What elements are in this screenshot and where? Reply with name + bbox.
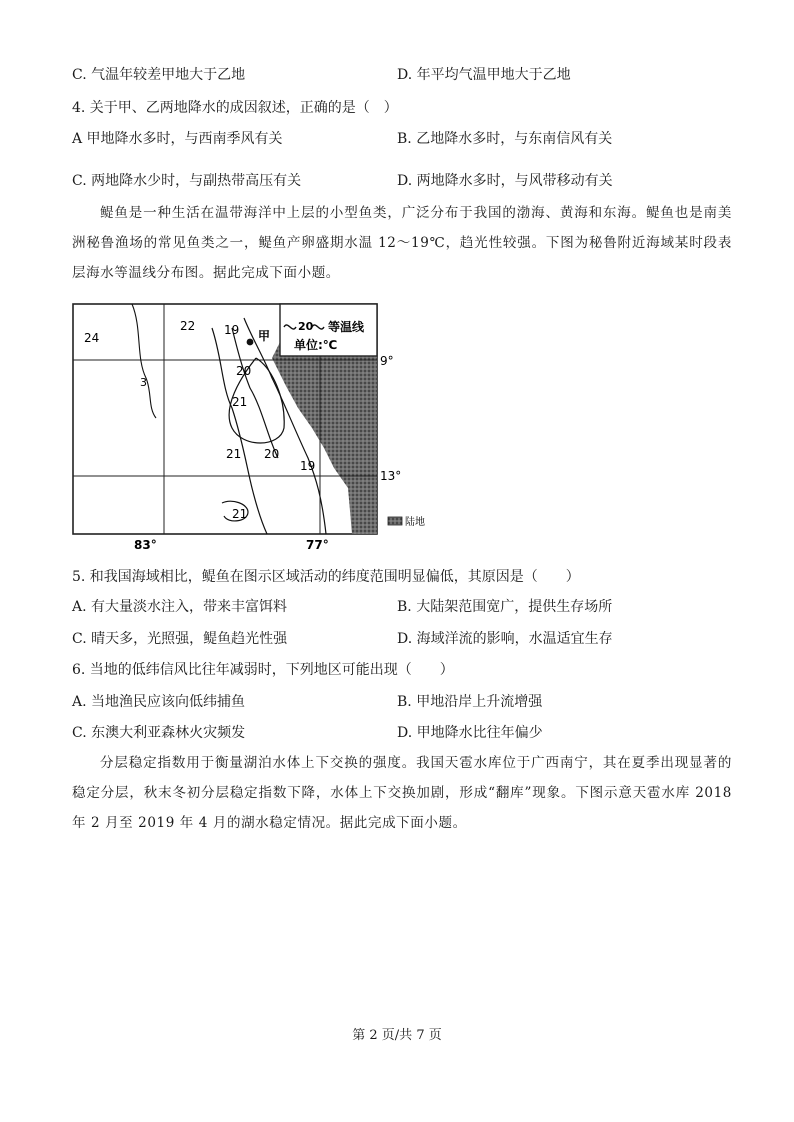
q4-stem: 4. 关于甲、乙两地降水的成因叙述，正确的是（ ） <box>72 100 398 116</box>
q6-option-d: D. 甲地降水比往年偏少 <box>397 725 543 741</box>
legend-sample: 20 <box>298 320 314 333</box>
q5-option-c: C. 晴天多，光照强，鳀鱼趋光性强 <box>72 631 288 647</box>
q4-option-d: D. 两地降水多时，与风带移动有关 <box>397 173 613 189</box>
q3-option-c: C. 气温年较差甲地大于乙地 <box>72 67 246 83</box>
legend-isotherm: 等温线 <box>328 320 365 334</box>
iso-label-20-top: 20 <box>236 364 252 378</box>
q6-option-c: C. 东澳大利亚森林火灾频发 <box>72 725 246 741</box>
iso-label-22: 22 <box>180 319 196 333</box>
q5-option-b: B. 大陆架范围宽广，提供生存场所 <box>397 599 613 615</box>
iso-label-19-top: 19 <box>224 323 240 337</box>
iso-label-21-lower: 21 <box>226 447 242 461</box>
q6-stem: 6. 当地的低纬信风比往年减弱时，下列地区可能出现（ ） <box>72 662 454 678</box>
q5-option-d: D. 海域洋流的影响，水温适宜生存 <box>397 631 613 647</box>
page-number: 第 2 页/共 7 页 <box>352 1028 442 1043</box>
q6-option-a: A. 当地渔民应该向低纬捕鱼 <box>72 694 246 710</box>
q3-option-d: D. 年平均气温甲地大于乙地 <box>397 67 571 83</box>
q5-option-a: A. 有大量淡水注入，带来丰富饵料 <box>72 599 288 615</box>
passage-anchovy: 鳀鱼是一种生活在温带海洋中上层的小型鱼类，广泛分布于我国的渤海、黄海和东海。鳀鱼也是南美洲秘鲁渔场的常见鱼类之一，鳀鱼产卵盛期水温 12～19℃，趋光性较强。下图为秘鲁附近海域某时段表层海水等温线分布图。据此完成下面小题。 <box>72 205 732 281</box>
q5-stem: 5. 和我国海域相比，鳀鱼在图示区域活动的纬度范围明显偏低，其原因是（ ） <box>72 569 580 585</box>
lat-label-9: 9° <box>380 354 394 368</box>
q6-option-b: B. 甲地沿岸上升流增强 <box>397 694 543 710</box>
land-legend-label: 陆地 <box>405 517 425 528</box>
q4-option-b: B. 乙地降水多时，与东南信风有关 <box>397 131 613 147</box>
passage-reservoir: 分层稳定指数用于衡量湖泊水体上下交换的强度。我国天雹水库位于广西南宁，其在夏季出现显著的稳定分层，秋末冬初分层稳定指数下降，水体上下交换加剧，形成“翻库”现象。下图示意天雹水库 2018 年 2 月至 2019 年 4 月的湖水稳定情况。据此完成下面小题。 <box>72 755 732 831</box>
point-jia-marker <box>247 339 254 346</box>
point-jia-label: 甲 <box>258 329 271 343</box>
iso-label-20-lower: 20 <box>264 447 280 461</box>
lat-label-13: 13° <box>380 469 402 483</box>
iso-label-24: 24 <box>84 331 100 345</box>
land-legend-swatch <box>388 517 402 525</box>
isotherm-map <box>72 298 440 552</box>
iso-label-21-bottom: 21 <box>232 507 248 521</box>
q4-option-a: A 甲地降水多时，与西南季风有关 <box>72 131 283 147</box>
lon-label-83: 83° <box>134 538 157 552</box>
iso-label-21-mid: 21 <box>232 395 248 409</box>
iso-label-3: 3 <box>140 376 147 389</box>
lon-label-77: 77° <box>306 538 329 552</box>
q4-option-c: C. 两地降水少时，与副热带高压有关 <box>72 173 302 189</box>
iso-label-19-lower: 19 <box>300 459 316 473</box>
legend-unit: 单位:℃ <box>294 338 338 352</box>
